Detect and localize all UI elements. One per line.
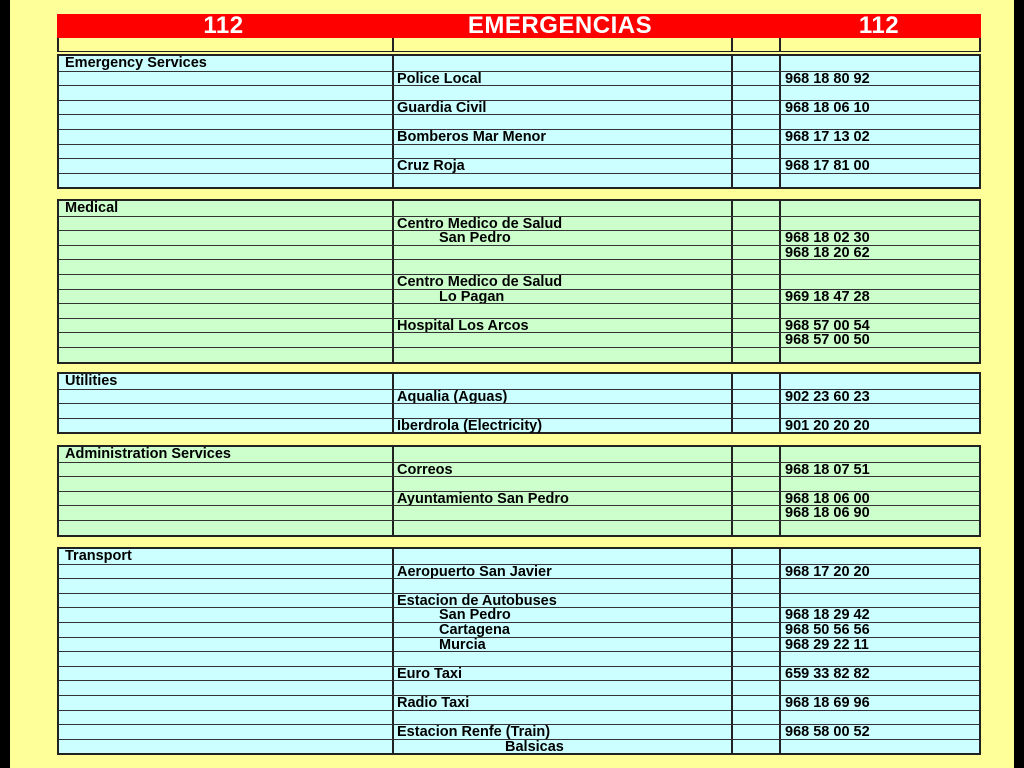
column-divider — [779, 463, 781, 477]
phone-number: 968 17 81 00 — [785, 158, 870, 175]
service-name: Ayuntamiento San Pedro — [397, 490, 569, 507]
column-divider — [392, 725, 394, 739]
service-name: Balsicas — [505, 738, 564, 755]
column-divider — [731, 101, 733, 115]
service-name: Correos — [397, 461, 453, 478]
phone-number: 968 57 00 54 — [785, 317, 870, 334]
section-emergency-services — [57, 54, 981, 189]
column-divider — [779, 101, 781, 115]
phone-number: 968 18 69 96 — [785, 694, 870, 711]
column-divider — [731, 565, 733, 579]
column-divider — [779, 333, 781, 347]
service-name: Police Local — [397, 70, 482, 87]
section-title: Emergency Services — [65, 55, 207, 71]
phone-number: 968 18 20 62 — [785, 244, 870, 261]
column-divider — [392, 506, 394, 520]
column-divider — [392, 145, 394, 159]
column-divider — [779, 725, 781, 739]
table-row — [59, 389, 979, 404]
column-divider — [779, 623, 781, 637]
service-name: Cruz Roja — [397, 158, 465, 175]
header-spacer-row — [57, 38, 981, 52]
column-divider — [731, 521, 733, 535]
emergency-directory-page — [10, 0, 1014, 768]
column-divider — [392, 231, 394, 245]
column-divider — [779, 304, 781, 318]
column-divider — [731, 115, 733, 129]
table-row — [59, 462, 979, 477]
phone-number: 968 17 13 02 — [785, 128, 870, 145]
column-divider — [731, 549, 733, 564]
column-divider — [779, 231, 781, 245]
column-divider — [731, 608, 733, 622]
table-row — [59, 289, 979, 304]
column-divider — [731, 725, 733, 739]
column-divider — [779, 594, 781, 608]
table-row — [59, 201, 979, 216]
column-divider — [392, 638, 394, 652]
column-divider — [731, 319, 733, 333]
column-divider — [779, 201, 781, 216]
column-divider — [779, 681, 781, 695]
column-divider — [779, 667, 781, 681]
table-row — [59, 71, 979, 86]
column-divider — [731, 696, 733, 710]
service-name: Murcia — [439, 636, 486, 653]
phone-number: 968 58 00 52 — [785, 724, 870, 741]
column-divider — [392, 159, 394, 173]
column-divider — [392, 101, 394, 115]
table-row — [59, 549, 979, 564]
column-divider — [392, 549, 394, 564]
header-title: EMERGENCIAS — [467, 12, 653, 39]
table-row — [59, 651, 979, 666]
column-divider — [392, 72, 394, 86]
column-divider — [731, 201, 733, 216]
column-divider — [731, 594, 733, 608]
column-divider — [392, 260, 394, 274]
table-row — [59, 303, 979, 318]
table-row — [59, 85, 979, 100]
phone-number: 968 57 00 50 — [785, 332, 870, 349]
table-row — [59, 374, 979, 389]
table-row — [59, 173, 979, 188]
phone-number: 968 18 80 92 — [785, 70, 870, 87]
phone-number: 968 18 06 00 — [785, 490, 870, 507]
column-divider — [779, 696, 781, 710]
column-divider — [392, 608, 394, 622]
column-divider — [779, 711, 781, 725]
column-divider — [731, 217, 733, 231]
column-divider — [731, 72, 733, 86]
service-name: Estacion de Autobuses — [397, 592, 557, 609]
phone-number: 902 23 60 23 — [785, 388, 870, 405]
service-name: Radio Taxi — [397, 694, 470, 711]
column-divider — [392, 492, 394, 506]
table-row — [59, 418, 979, 433]
column-divider — [731, 477, 733, 491]
column-divider — [731, 667, 733, 681]
column-divider — [779, 608, 781, 622]
table-row — [59, 680, 979, 695]
service-name: Estacion Renfe (Train) — [397, 724, 551, 741]
service-name: Guardia Civil — [397, 99, 487, 116]
column-divider — [779, 549, 781, 564]
column-divider — [392, 404, 394, 418]
column-divider — [779, 447, 781, 462]
column-divider — [392, 623, 394, 637]
table-row — [59, 274, 979, 289]
column-divider — [731, 275, 733, 289]
column-divider — [392, 447, 394, 462]
column-divider — [779, 130, 781, 144]
column-divider — [731, 447, 733, 462]
column-divider — [779, 492, 781, 506]
column-divider — [392, 579, 394, 593]
column-divider — [779, 521, 781, 535]
column-divider — [731, 506, 733, 520]
phone-number: 968 18 02 30 — [785, 230, 870, 247]
column-divider — [779, 246, 781, 260]
table-row — [59, 724, 979, 739]
column-divider — [392, 696, 394, 710]
table-row — [59, 505, 979, 520]
column-divider — [731, 374, 733, 389]
column-divider — [779, 145, 781, 159]
column-divider — [392, 38, 394, 51]
table-row — [59, 593, 979, 608]
table-row — [59, 739, 979, 754]
column-divider — [731, 419, 733, 433]
phone-number: 901 20 20 20 — [785, 417, 870, 434]
table-row — [59, 491, 979, 506]
column-divider — [779, 275, 781, 289]
header-bar — [57, 14, 981, 38]
table-row — [59, 158, 979, 173]
table-row — [59, 520, 979, 535]
service-name: Lo Pagan — [439, 288, 505, 305]
table-row — [59, 347, 979, 362]
table-row — [59, 710, 979, 725]
table-row — [59, 622, 979, 637]
section-medical — [57, 199, 981, 364]
column-divider — [392, 275, 394, 289]
service-name: Aqualia (Aguas) — [397, 388, 508, 405]
table-row — [59, 230, 979, 245]
table-row — [59, 666, 979, 681]
column-divider — [392, 740, 394, 754]
column-divider — [779, 72, 781, 86]
column-divider — [779, 217, 781, 231]
section-transport — [57, 547, 981, 755]
column-divider — [731, 246, 733, 260]
table-row — [59, 318, 979, 333]
column-divider — [392, 374, 394, 389]
service-name: Cartagena — [439, 621, 510, 638]
column-divider — [392, 348, 394, 362]
header-right-number: 112 — [858, 12, 900, 39]
column-divider — [392, 319, 394, 333]
table-row — [59, 100, 979, 115]
column-divider — [779, 374, 781, 389]
column-divider — [731, 56, 733, 71]
column-divider — [779, 579, 781, 593]
column-divider — [731, 390, 733, 404]
column-divider — [731, 231, 733, 245]
column-divider — [779, 477, 781, 491]
column-divider — [731, 304, 733, 318]
service-name: San Pedro — [439, 230, 511, 247]
phone-number: 968 50 56 56 — [785, 621, 870, 638]
column-divider — [731, 86, 733, 100]
column-divider — [731, 174, 733, 188]
column-divider — [731, 740, 733, 754]
service-name: Hospital Los Arcos — [397, 317, 529, 334]
column-divider — [731, 579, 733, 593]
section-administration-services — [57, 445, 981, 537]
column-divider — [392, 419, 394, 433]
service-name: Centro Medico de Salud — [397, 273, 563, 290]
service-name: Iberdrola (Electricity) — [397, 417, 543, 434]
column-divider — [779, 319, 781, 333]
column-divider — [392, 246, 394, 260]
column-divider — [731, 290, 733, 304]
column-divider — [779, 115, 781, 129]
column-divider — [392, 521, 394, 535]
column-divider — [392, 477, 394, 491]
column-divider — [392, 681, 394, 695]
column-divider — [731, 404, 733, 418]
column-divider — [392, 86, 394, 100]
phone-number: 968 18 07 51 — [785, 461, 870, 478]
column-divider — [731, 145, 733, 159]
table-row — [59, 476, 979, 491]
table-row — [59, 259, 979, 274]
column-divider — [392, 217, 394, 231]
table-row — [59, 564, 979, 579]
column-divider — [731, 333, 733, 347]
column-divider — [731, 652, 733, 666]
column-divider — [392, 201, 394, 216]
column-divider — [779, 638, 781, 652]
column-divider — [779, 56, 781, 71]
column-divider — [779, 390, 781, 404]
header-left-number: 112 — [203, 12, 244, 39]
table-row — [59, 56, 979, 71]
column-divider — [779, 348, 781, 362]
section-utilities — [57, 372, 981, 434]
column-divider — [779, 404, 781, 418]
service-name: Centro Medico de Salud — [397, 215, 563, 232]
column-divider — [731, 711, 733, 725]
column-divider — [392, 652, 394, 666]
phone-number: 968 18 29 42 — [785, 607, 870, 624]
column-divider — [392, 174, 394, 188]
column-divider — [731, 348, 733, 362]
section-title: Medical — [65, 200, 119, 216]
column-divider — [731, 38, 733, 51]
section-title: Administration Services — [65, 446, 231, 462]
column-divider — [779, 86, 781, 100]
table-row — [59, 403, 979, 418]
column-divider — [392, 290, 394, 304]
column-divider — [779, 506, 781, 520]
phone-number: 968 18 06 90 — [785, 505, 870, 522]
table-row — [59, 144, 979, 159]
table-row — [59, 447, 979, 462]
column-divider — [779, 159, 781, 173]
column-divider — [392, 463, 394, 477]
column-divider — [392, 130, 394, 144]
phone-number: 659 33 82 82 — [785, 665, 870, 682]
column-divider — [392, 711, 394, 725]
column-divider — [392, 115, 394, 129]
column-divider — [731, 130, 733, 144]
table-row — [59, 332, 979, 347]
section-title: Transport — [65, 548, 132, 564]
column-divider — [731, 159, 733, 173]
column-divider — [779, 565, 781, 579]
column-divider — [731, 492, 733, 506]
column-divider — [731, 463, 733, 477]
column-divider — [731, 681, 733, 695]
table-row — [59, 607, 979, 622]
table-row — [59, 216, 979, 231]
phone-number: 968 29 22 11 — [785, 636, 869, 653]
column-divider — [779, 419, 781, 433]
column-divider — [779, 290, 781, 304]
section-title: Utilities — [65, 373, 118, 389]
column-divider — [731, 638, 733, 652]
phone-number: 969 18 47 28 — [785, 288, 870, 305]
service-name: San Pedro — [439, 607, 511, 624]
column-divider — [779, 174, 781, 188]
column-divider — [392, 594, 394, 608]
service-name: Aeropuerto San Javier — [397, 563, 552, 580]
column-divider — [779, 38, 781, 51]
column-divider — [731, 623, 733, 637]
column-divider — [779, 260, 781, 274]
table-row — [59, 245, 979, 260]
column-divider — [392, 390, 394, 404]
table-row — [59, 695, 979, 710]
table-row — [59, 129, 979, 144]
column-divider — [731, 260, 733, 274]
phone-number: 968 17 20 20 — [785, 563, 870, 580]
column-divider — [392, 56, 394, 71]
service-name: Euro Taxi — [397, 665, 462, 682]
column-divider — [779, 740, 781, 754]
phone-number: 968 18 06 10 — [785, 99, 870, 116]
column-divider — [779, 652, 781, 666]
service-name: Bomberos Mar Menor — [397, 128, 547, 145]
column-divider — [392, 565, 394, 579]
table-row — [59, 637, 979, 652]
column-divider — [392, 333, 394, 347]
table-row — [59, 578, 979, 593]
column-divider — [392, 304, 394, 318]
table-row — [59, 114, 979, 129]
column-divider — [392, 667, 394, 681]
